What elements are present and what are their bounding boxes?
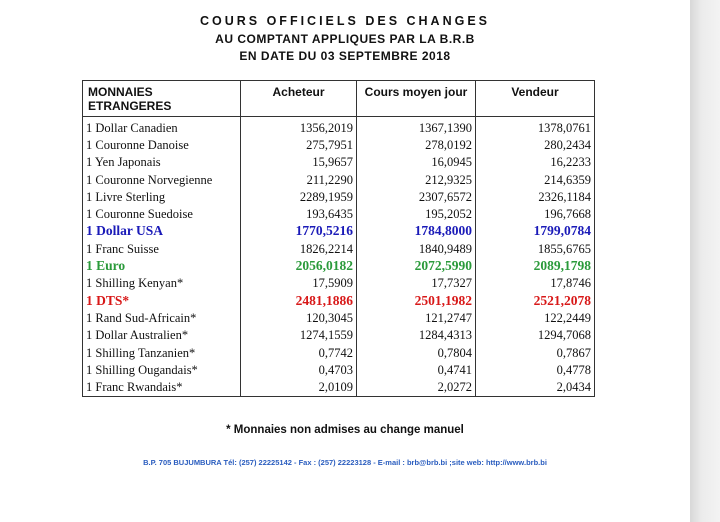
- table-row: [83, 378, 595, 396]
- mid-rate: 195,2052: [357, 205, 476, 222]
- currency-name: 1 Shilling Tanzanien*: [83, 344, 241, 361]
- currency-name: 1 DTS*: [83, 292, 241, 309]
- mid-rate: 2307,6572: [357, 188, 476, 205]
- sell-rate: 16,2233: [476, 154, 595, 171]
- buy-rate: 1356,2019: [241, 119, 357, 136]
- currency-name: 1 Dollar Australien*: [83, 327, 241, 344]
- mid-rate: 2072,5990: [357, 257, 476, 274]
- sell-rate: 2,0434: [476, 378, 595, 396]
- table-row: [83, 154, 595, 171]
- document-title: COURS OFFICIELS DES CHANGES: [199, 14, 491, 28]
- currency-name: 1 Euro: [83, 257, 241, 274]
- buy-rate: 211,2290: [241, 171, 357, 188]
- table-row-dts: [83, 292, 595, 309]
- currency-name: 1 Livre Sterling: [83, 188, 241, 205]
- buy-rate: 120,3045: [241, 309, 357, 326]
- table-row-euro: [83, 257, 595, 274]
- mid-rate: 0,4741: [357, 361, 476, 378]
- table-row: [83, 275, 595, 292]
- buy-rate: 275,7951: [241, 136, 357, 153]
- table-row: [83, 205, 595, 222]
- buy-rate: 1770,5216: [241, 223, 357, 240]
- currency-name: 1 Couronne Danoise: [83, 136, 241, 153]
- mid-rate: 212,9325: [357, 171, 476, 188]
- sell-rate: 0,7867: [476, 344, 595, 361]
- currency-name: 1 Rand Sud-Africain*: [83, 309, 241, 326]
- mid-rate: 121,2747: [357, 309, 476, 326]
- currency-name: 1 Dollar Canadien: [83, 119, 241, 136]
- sell-rate: 2089,1798: [476, 257, 595, 274]
- sell-rate: 1799,0784: [476, 223, 595, 240]
- buy-rate: 2481,1886: [241, 292, 357, 309]
- sell-rate: 1855,6765: [476, 240, 595, 257]
- column-header-currency: MONNAIES ETRANGERES: [83, 81, 241, 117]
- table-header-row: [83, 81, 595, 117]
- currency-name: 1 Shilling Ougandais*: [83, 361, 241, 378]
- table-row: [83, 344, 595, 361]
- buy-rate: 17,5909: [241, 275, 357, 292]
- mid-rate: 1784,8000: [357, 223, 476, 240]
- document-subtitle: AU COMPTANT APPLIQUES PAR LA B.R.B: [215, 32, 475, 46]
- document-date: EN DATE DU 03 SEPTEMBRE 2018: [239, 49, 451, 63]
- column-header-buy: Acheteur: [241, 81, 357, 117]
- sell-rate: 2326,1184: [476, 188, 595, 205]
- sell-rate: 17,8746: [476, 275, 595, 292]
- buy-rate: 15,9657: [241, 154, 357, 171]
- viewer-background: [690, 0, 720, 522]
- currency-name: 1 Shilling Kenyan*: [83, 275, 241, 292]
- table-row: [83, 327, 595, 344]
- sell-rate: 122,2449: [476, 309, 595, 326]
- sell-rate: 1294,7068: [476, 327, 595, 344]
- buy-rate: 1826,2214: [241, 240, 357, 257]
- sell-rate: 1378,0761: [476, 119, 595, 136]
- contact-footer: B.P. 705 BUJUMBURA Tél: (257) 22225142 - Fax : (257) 22223128 - E-mail : brb@brb.bi ;site web: http://www.brb.bi: [143, 458, 547, 467]
- mid-rate: 16,0945: [357, 154, 476, 171]
- column-header-sell: Vendeur: [476, 81, 595, 117]
- table-row: [83, 309, 595, 326]
- table-row: [83, 361, 595, 378]
- table-row: [83, 119, 595, 136]
- buy-rate: 2056,0182: [241, 257, 357, 274]
- buy-rate: 2289,1959: [241, 188, 357, 205]
- sell-rate: 0,4778: [476, 361, 595, 378]
- buy-rate: 193,6435: [241, 205, 357, 222]
- table-row: [83, 171, 595, 188]
- mid-rate: 0,7804: [357, 344, 476, 361]
- mid-rate: 2,0272: [357, 378, 476, 396]
- buy-rate: 0,4703: [241, 361, 357, 378]
- mid-rate: 1284,4313: [357, 327, 476, 344]
- currency-name: 1 Dollar USA: [83, 223, 241, 240]
- sell-rate: 280,2434: [476, 136, 595, 153]
- mid-rate: 278,0192: [357, 136, 476, 153]
- sell-rate: 214,6359: [476, 171, 595, 188]
- table-row: [83, 240, 595, 257]
- currency-name: 1 Couronne Norvegienne: [83, 171, 241, 188]
- footnote: * Monnaies non admises au change manuel: [226, 424, 464, 436]
- buy-rate: 2,0109: [241, 378, 357, 396]
- buy-rate: 1274,1559: [241, 327, 357, 344]
- currency-name: 1 Franc Rwandais*: [83, 378, 241, 396]
- mid-rate: 1367,1390: [357, 119, 476, 136]
- currency-name: 1 Couronne Suedoise: [83, 205, 241, 222]
- mid-rate: 17,7327: [357, 275, 476, 292]
- table-row: [83, 188, 595, 205]
- mid-rate: 1840,9489: [357, 240, 476, 257]
- column-header-mid: Cours moyen jour: [357, 81, 476, 117]
- mid-rate: 2501,1982: [357, 292, 476, 309]
- table-row-usd: [83, 223, 595, 240]
- table-row: [83, 136, 595, 153]
- currency-name: 1 Franc Suisse: [83, 240, 241, 257]
- exchange-rates-table: [82, 80, 595, 397]
- buy-rate: 0,7742: [241, 344, 357, 361]
- sell-rate: 196,7668: [476, 205, 595, 222]
- currency-name: 1 Yen Japonais: [83, 154, 241, 171]
- sell-rate: 2521,2078: [476, 292, 595, 309]
